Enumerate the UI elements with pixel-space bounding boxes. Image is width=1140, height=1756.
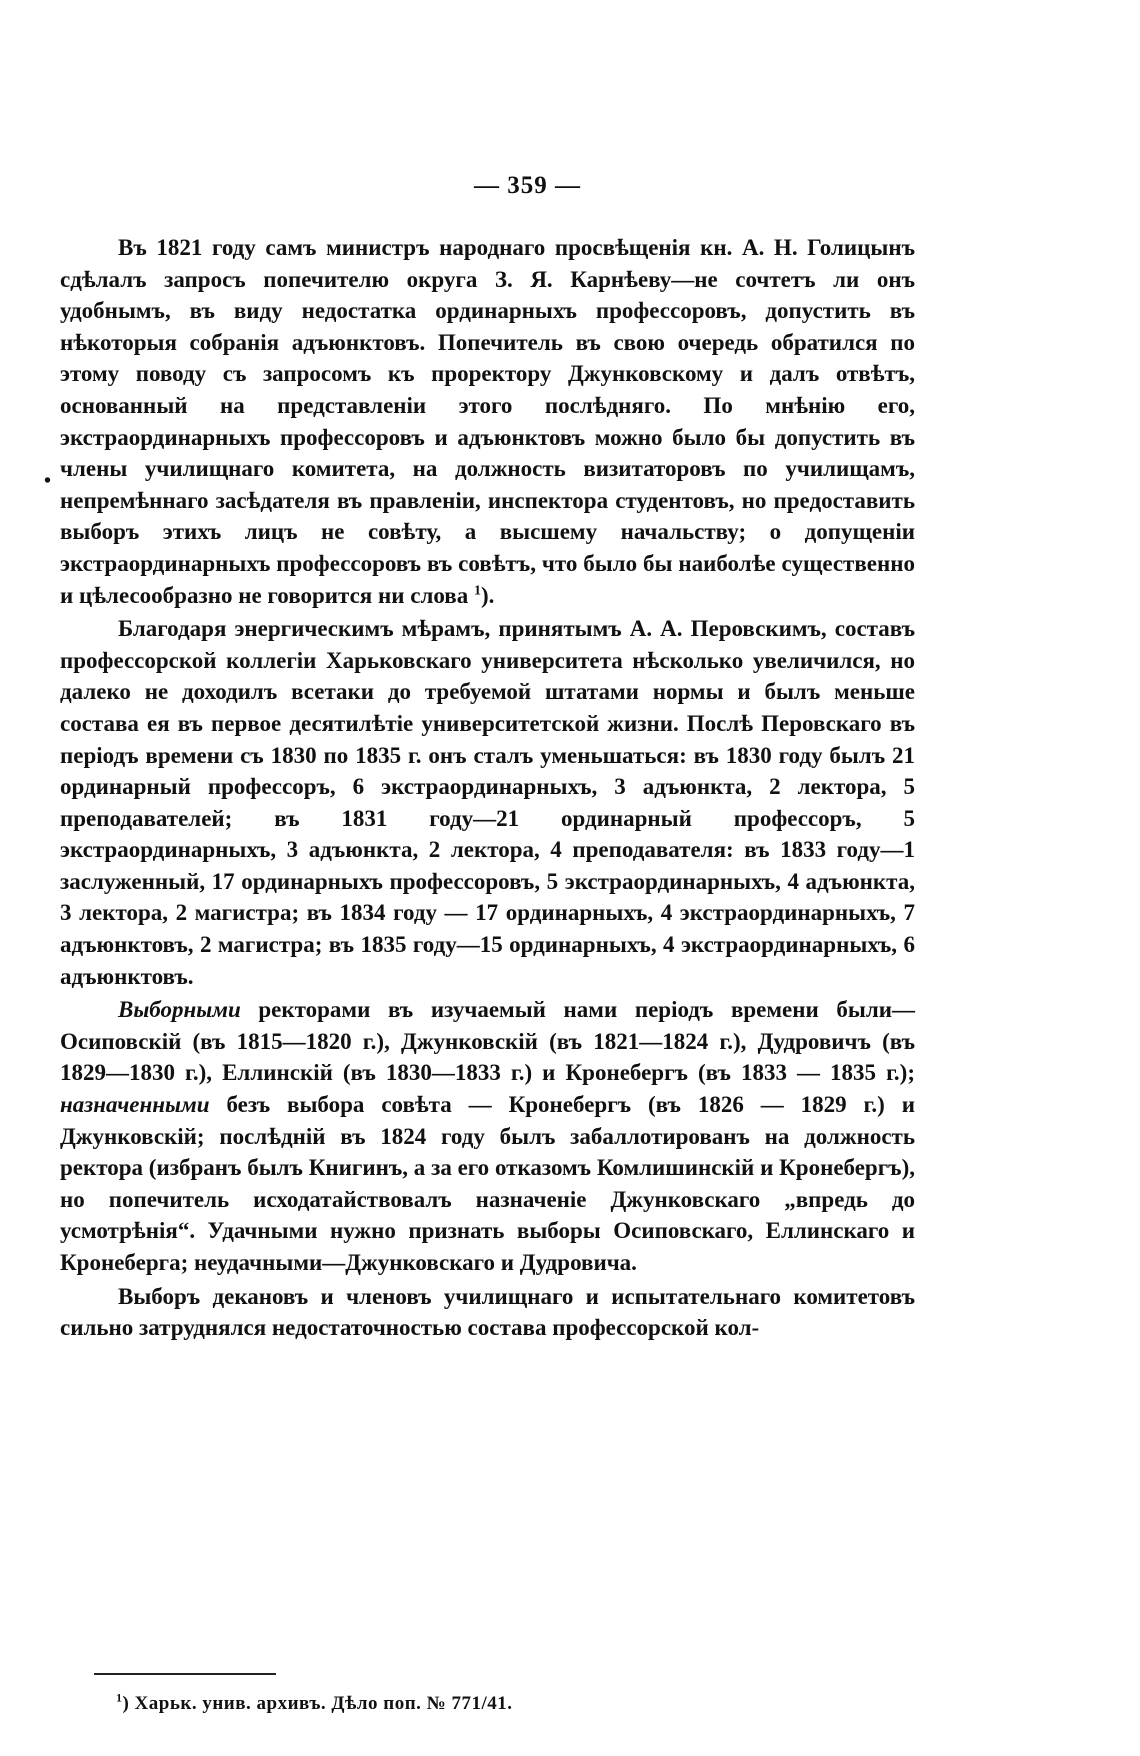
paragraph-3-text-a: ректорами въ изучаемый нами періодъ времени были—Осиповскій (въ 1815—1820 г.), Джунковскій (въ 1821—1824 г.), Дудровичъ (въ 1829—1830 г.), Еллинскій (въ 1830—1833 г.) и Кронебергъ (въ 1833 — 1835 г.); xyxy=(60,997,915,1086)
footnote-reference: 1 xyxy=(473,582,481,598)
paragraph-2 xyxy=(60,613,915,992)
footnote-text: ) Харьк. унив. архивъ. Дѣло поп. № 771/41. xyxy=(122,1693,513,1714)
margin-mark: • xyxy=(44,470,52,492)
footnote-marker: 1 xyxy=(116,1690,123,1705)
paragraph-1-text: Въ 1821 году самъ министръ народнаго просвѣщенія кн. А. Н. Голицынъ сдѣлалъ запросъ попечителю округа З. Я. Карнѣеву—не сочтетъ ли онъ удобнымъ, въ виду недостатка ординарныхъ профессоровъ, допустить въ нѣкоторыя собранія адъюнктовъ. Попечитель въ свою очередь обратился по этому поводу съ запросомъ къ проректору Джунковскому и далъ отвѣтъ, основанный на представленіи этого послѣдняго. По мнѣнію его, экстраординарныхъ профессоровъ и адъюнктовъ можно было бы допустить въ члены училищнаго комитета, на должность визитаторовъ по училищамъ, непремѣннаго засѣдателя въ правленіи, инспектора студентовъ, но предоставить выборъ этихъ лицъ не совѣту, а высшему начальству; о допущеніи экстраординарныхъ профессоровъ въ совѣтъ, что было бы наиболѣе существенно и цѣлесообразно не говорится ни слова xyxy=(60,235,915,608)
paragraph-4 xyxy=(60,1281,915,1344)
footnote xyxy=(116,1690,816,1715)
paragraph-3-text-b: безъ выбора совѣта — Кронебергъ (въ 1826 — 1829 г.) и Джунковскій; послѣдній въ 1824 году былъ забаллотированъ на должность ректора (избранъ былъ Книгинъ, а за его отказомъ Комлишинскій и Кронебергъ), но попечитель исходатайствовалъ назначеніе Джунковскаго „впредь до усмотрѣнія“. Удачными нужно признать выборы Осиповскаго, Еллинскаго и Кронеберга; неудачными—Джунковскаго и Дудровича. xyxy=(60,1092,915,1275)
paragraph-3 xyxy=(60,994,915,1278)
paragraph-1-end: ). xyxy=(480,582,495,608)
footnote-divider xyxy=(94,1673,276,1675)
paragraph-2-text: Благодаря энергическимъ мѣрамъ, принятымъ А. А. Перовскимъ, составъ профессорской коллегіи Харьковскаго университета нѣсколько увеличился, но далеко не доходилъ всетаки до требуемой штатами нормы и былъ меньше состава ея въ первое десятилѣтіе университетской жизни. Послѣ Перовскаго въ періодъ времени съ 1830 по 1835 г. онъ сталъ уменьшаться: въ 1830 году былъ 21 ординарный профессоръ, 6 экстраординарныхъ, 3 адъюнкта, 2 лектора, 5 преподавателей; въ 1831 году—21 ординарный профессоръ, 5 экстраординарныхъ, 3 адъюнкта, 2 лектора, 4 преподавателя: въ 1833 году—1 заслуженный, 17 ординарныхъ профессоровъ, 5 экстраординарныхъ, 4 адъюнкта, 3 лектора, 2 магистра; въ 1834 году — 17 ординарныхъ, 4 экстраординарныхъ, 7 адъюнктовъ, 2 магистра; въ 1835 году—15 ординарныхъ, 4 экстраординарныхъ, 6 адъюнктовъ. xyxy=(60,616,915,989)
paragraph-1 xyxy=(60,232,915,611)
body-text xyxy=(60,232,915,1344)
paragraph-4-text: Выборъ декановъ и членовъ училищнаго и испытательнаго комитетовъ сильно затруднялся недостаточностью состава профессорской кол- xyxy=(60,1283,915,1341)
emphasis-elected: Выборными xyxy=(118,997,241,1023)
page-number: — 359 — xyxy=(474,172,581,199)
emphasis-appointed: назначенными xyxy=(60,1092,210,1118)
